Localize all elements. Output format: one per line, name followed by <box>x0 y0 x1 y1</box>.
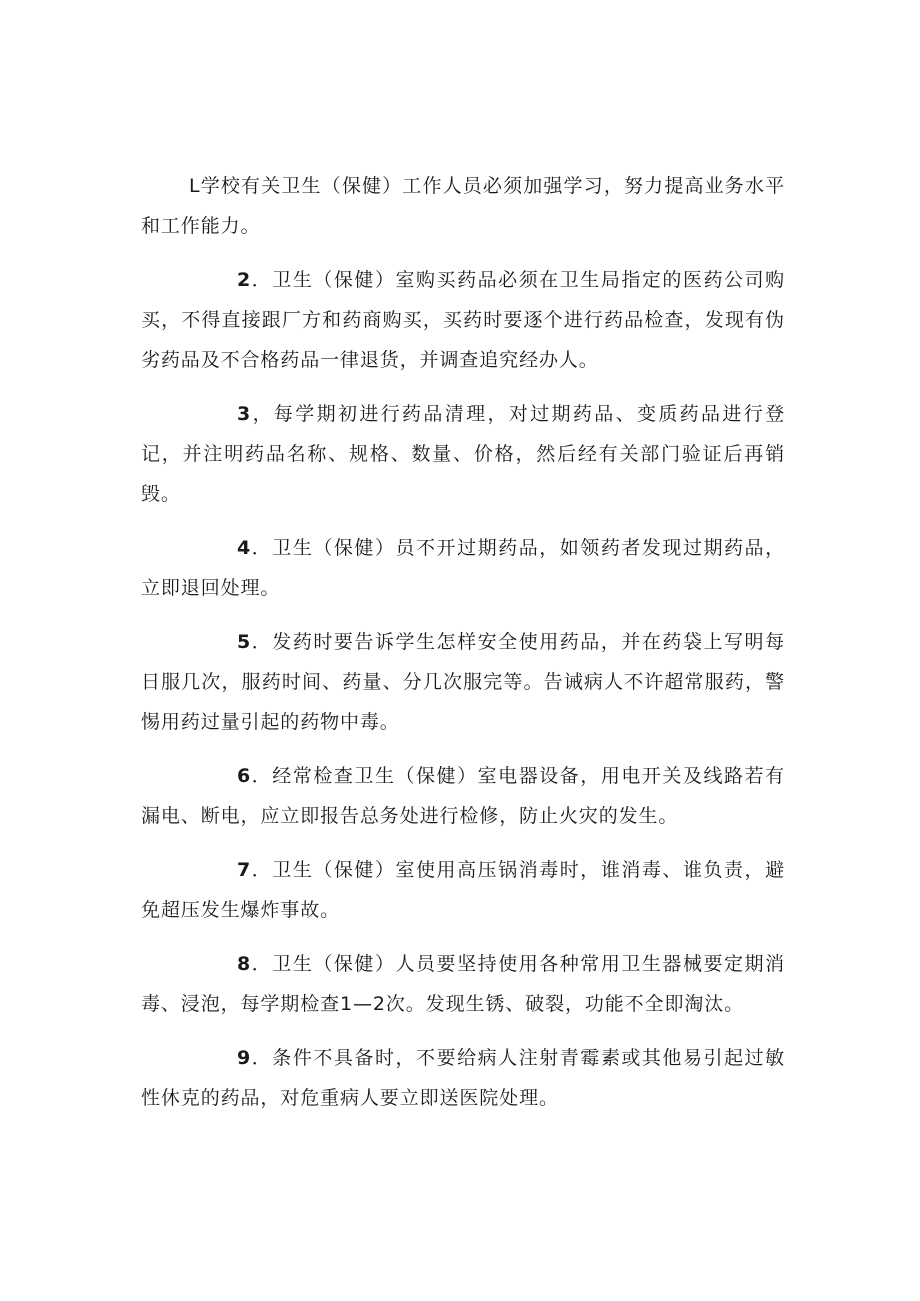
paragraph-number: 3 <box>237 403 252 425</box>
paragraph-number: 4 <box>237 537 252 559</box>
paragraph-1 <box>141 166 785 246</box>
paragraph-text: ．条件不具备时，不要给病人注射青霉素或其他易引起过敏性休克的药品，对危重病人要立即送医院处理。 <box>141 1047 785 1109</box>
paragraph-number: 2 <box>237 269 252 291</box>
paragraph-5 <box>141 622 785 742</box>
paragraph-text: ．卫生（保健）室使用高压锅消毒时，谁消毒、谁负责，避免超压发生爆炸事故。 <box>141 859 785 921</box>
paragraph-2 <box>141 260 785 380</box>
paragraph-text: ．发药时要告诉学生怎样安全使用药品，并在药袋上写明每日服几次，服药时间、药量、分几次服完等。告诫病人不许超常服药，警惕用药过量引起的药物中毒。 <box>141 631 785 733</box>
paragraph-6 <box>141 756 785 836</box>
paragraph-number: 7 <box>237 859 252 881</box>
paragraph-8 <box>141 944 785 1024</box>
paragraph-text: ．卫生（保健）人员要坚持使用各种常用卫生器械要定期消毒、浸泡，每学期检查1—2次。发现生锈、破裂，功能不全即淘汰。 <box>141 953 785 1015</box>
paragraph-text: ．卫生（保健）员不开过期药品，如领药者发现过期药品，立即退回处理。 <box>141 537 785 599</box>
paragraph-text: ．卫生（保健）室购买药品必须在卫生局指定的医药公司购买，不得直接跟厂方和药商购买，买药时要逐个进行药品检查，发现有伪劣药品及不合格药品一律退货，并调查追究经办人。 <box>141 269 785 371</box>
paragraph-text: ．经常检查卫生（保健）室电器设备，用电开关及线路若有漏电、断电，应立即报告总务处进行检修，防止火灾的发生。 <box>141 765 785 827</box>
paragraph-number: 6 <box>237 765 252 787</box>
document-body <box>141 166 785 1132</box>
paragraph-3 <box>141 394 785 514</box>
paragraph-text: L学校有关卫生（保健）工作人员必须加强学习，努力提高业务水平和工作能力。 <box>141 175 785 237</box>
paragraph-number: 8 <box>237 953 252 975</box>
paragraph-9 <box>141 1038 785 1118</box>
paragraph-number: 5 <box>237 631 252 653</box>
paragraph-4 <box>141 528 785 608</box>
paragraph-7 <box>141 850 785 930</box>
paragraph-number: 9 <box>237 1047 252 1069</box>
paragraph-text: ，每学期初进行药品清理，对过期药品、变质药品进行登记，并注明药品名称、规格、数量、价格，然后经有关部门验证后再销毁。 <box>141 403 785 505</box>
